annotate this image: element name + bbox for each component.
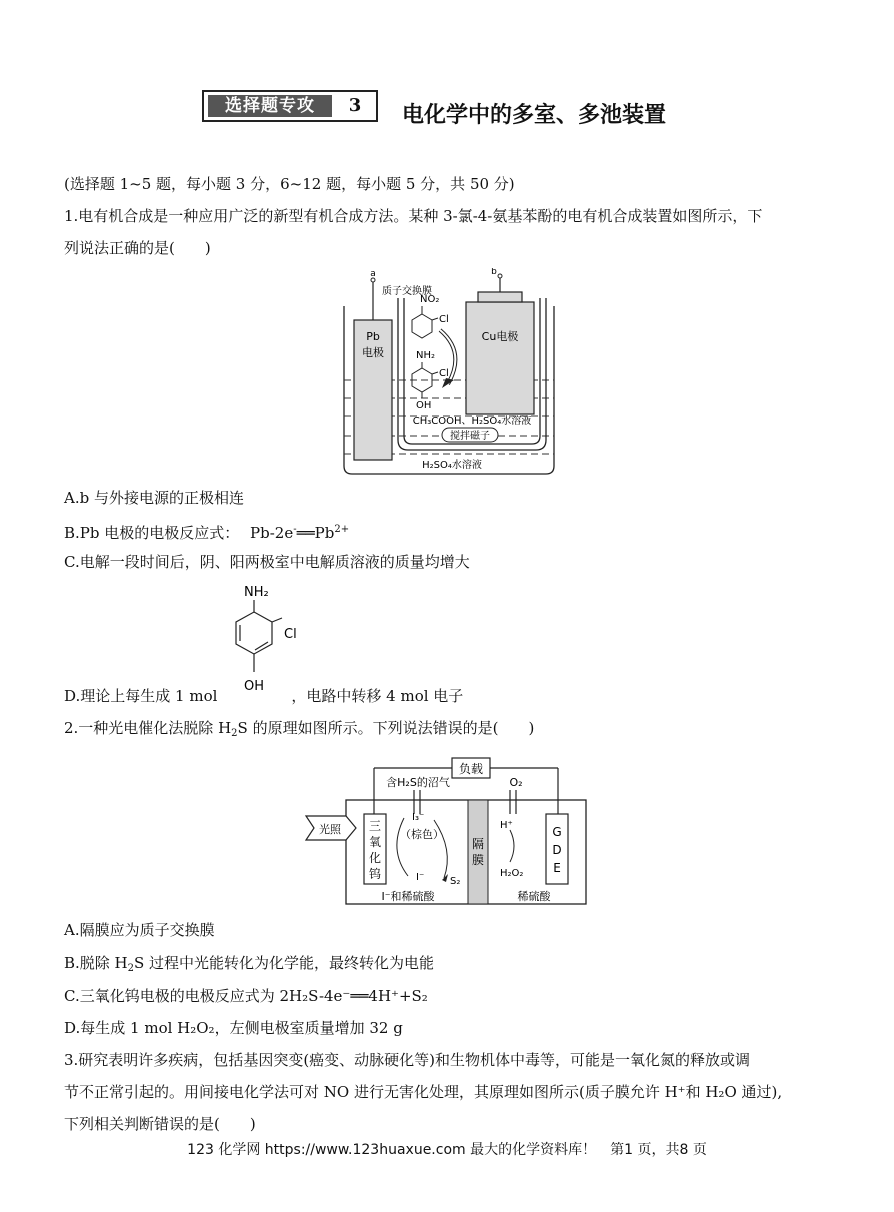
left-solution-label: I⁻和稀硫酸 bbox=[381, 890, 435, 903]
q3-line3: 下列相关判断错误的是( ) bbox=[64, 1115, 256, 1133]
i3-label: I₃⁻ bbox=[412, 812, 425, 823]
q1-option-d: D.理论上每生成 1 mol ，电路中转移 4 mol 电子 bbox=[64, 687, 464, 705]
section-badge bbox=[202, 90, 378, 122]
struct-cl: Cl bbox=[284, 627, 297, 642]
q2-option-a: A.隔膜应为质子交换膜 bbox=[64, 921, 215, 939]
q2-option-c: C.三氧化钨电极的电极反应式为 2H₂S-4e⁻══4H⁺+S₂ bbox=[64, 987, 428, 1005]
struct-nh2: NH₂ bbox=[244, 585, 269, 600]
light-label: 光照 bbox=[319, 823, 341, 836]
gas-inlet-label: 含H₂S的沼气 bbox=[386, 776, 450, 789]
pb-label-2: 电极 bbox=[362, 346, 384, 359]
pb-label-1: Pb bbox=[366, 330, 380, 343]
svg-text:G: G bbox=[552, 825, 562, 839]
badge-number: 3 bbox=[348, 95, 362, 116]
separator-2: 膜 bbox=[471, 853, 485, 867]
q1-option-b: B.Pb 电极的电极反应式： $Pb-2e^-══Pb^{2+}$ bbox=[64, 524, 350, 542]
cu-label: Cu电极 bbox=[481, 330, 519, 343]
q2-stem: 2.一种光电催化法脱除 $H_2S$ 的原理如图所示。下列说法错误的是( ) bbox=[64, 719, 535, 739]
outer-solution-label: H₂SO₄水溶液 bbox=[422, 460, 482, 471]
h-plus-label: H⁺ bbox=[500, 820, 513, 831]
oh-label: OH bbox=[416, 400, 432, 411]
struct-oh: OH bbox=[244, 679, 265, 694]
cl-label-2: Cl bbox=[439, 368, 449, 379]
svg-text:E: E bbox=[553, 861, 561, 875]
no2-label: NO₂ bbox=[420, 294, 440, 305]
q2-photocatalysis-figure bbox=[304, 750, 588, 908]
separator-1: 隔 bbox=[471, 837, 485, 851]
q3-line1: 3.研究表明许多疾病，包括基因突变(癌变、动脉硬化等)和生物机体中毒等，可能是一氧化氮的释放或调 bbox=[64, 1051, 751, 1069]
q2-option-b: B.脱除 $H_2S$ 过程中光能转化为化学能，最终转化为电能 bbox=[64, 954, 435, 974]
svg-text:氧: 氧 bbox=[368, 835, 382, 849]
cl-label-1: Cl bbox=[439, 314, 449, 325]
page-title: 电化学中的多室、多池装置 bbox=[402, 103, 667, 128]
membrane-label: 质子交换膜 bbox=[382, 286, 432, 297]
label-b: b bbox=[491, 268, 497, 277]
badge-label: 选择题专攻 bbox=[208, 95, 332, 117]
svg-text:化: 化 bbox=[368, 851, 382, 865]
label-a: a bbox=[370, 269, 376, 279]
s2-label: S₂ bbox=[450, 876, 461, 887]
svg-text:三: 三 bbox=[368, 819, 382, 833]
q1-option-d-structure bbox=[226, 582, 306, 702]
intro-text: (选择题 1~5 题，每小题 3 分，6~12 题，每小题 5 分，共 50 分) bbox=[64, 175, 515, 193]
stirrer-label: 搅拌磁子 bbox=[450, 431, 490, 442]
right-solution-label: 稀硫酸 bbox=[517, 890, 551, 903]
q3-line2: 节不正常引起的。用间接电化学法可对 NO 进行无害化处理，其原理如图所示(质子膜允许 H⁺和 H₂O 通过), bbox=[64, 1083, 783, 1101]
load-label: 负载 bbox=[458, 762, 484, 776]
svg-text:D: D bbox=[552, 843, 562, 857]
i-minus-label: I⁻ bbox=[416, 872, 425, 883]
q1-option-a: A.b 与外接电源的正极相连 bbox=[64, 489, 244, 507]
q1-stem-line2: 列说法正确的是( ) bbox=[64, 239, 211, 257]
o2-label: O₂ bbox=[509, 776, 523, 789]
h2o2-label: H₂O₂ bbox=[500, 868, 524, 879]
q2-option-d: D.每生成 1 mol H₂O₂，左侧电极室质量增加 32 g bbox=[64, 1019, 403, 1037]
q1-electrolysis-figure bbox=[336, 268, 562, 478]
q1-stem-line1: 1.电有机合成是一种应用广泛的新型有机合成方法。某种 3-氯-4-氨基苯酚的电有机合成装置如图所示，下 bbox=[64, 207, 763, 225]
inner-solution-label: CH₃COOH、H₂SO₄水溶液 bbox=[412, 416, 532, 427]
q1-option-c: C.电解一段时间后，阴、阳两极室中电解质溶液的质量均增大 bbox=[64, 553, 470, 571]
nh2-label: NH₂ bbox=[416, 350, 436, 361]
brown-label: （棕色） bbox=[400, 828, 444, 841]
page-footer: 123 化学网 https://www.123huaxue.com 最大的化学资料库！ 第1 页，共8 页 bbox=[187, 1142, 707, 1158]
svg-text:钨: 钨 bbox=[368, 867, 382, 881]
